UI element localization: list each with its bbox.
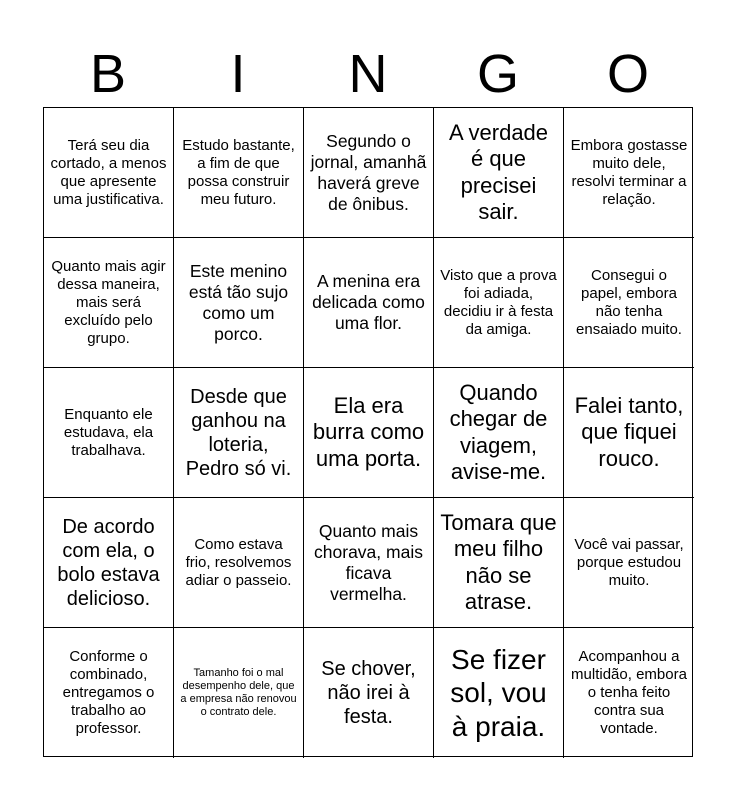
bingo-cell-4-5[interactable]: Você vai passar, porque estudou muito.: [564, 498, 694, 628]
bingo-cell-2-5[interactable]: Consegui o papel, embora não tenha ensaiado muito.: [564, 238, 694, 368]
bingo-cell-4-4[interactable]: Tomara que meu filho não se atrase.: [434, 498, 564, 628]
bingo-cell-5-5[interactable]: Acompanhou a multidão, embora o tenha feito contra sua vontade.: [571, 648, 687, 737]
bingo-cell-2-1[interactable]: Quanto mais agir dessa maneira, mais será excluído pelo grupo.: [44, 238, 174, 368]
header-letter-n: N: [348, 44, 388, 104]
bingo-cell-1-5[interactable]: Embora gostasse muito dele, resolvi terminar a relação.: [564, 108, 694, 238]
bingo-header: [43, 40, 693, 108]
bingo-cell-1-4[interactable]: A verdade é que precisei sair.: [434, 108, 564, 238]
bingo-cell-5-3[interactable]: Se chover, não irei à festa.: [304, 628, 434, 758]
bingo-cell-3-2[interactable]: Desde que ganhou na loteria, Pedro só vi.: [174, 368, 304, 498]
header-letter-o: O: [606, 44, 649, 104]
header-letter-i: I: [230, 44, 246, 104]
bingo-cell-5-1[interactable]: Conforme o combinado, entregamos o trabalho ao professor.: [44, 628, 174, 758]
header-letter-b: B: [89, 44, 127, 104]
bingo-cell-2-3[interactable]: A menina era delicada como uma flor.: [304, 238, 434, 368]
bingo-cell-2-2[interactable]: Este menino está tão sujo como um porco.: [174, 238, 304, 368]
header-letter-g: G: [476, 44, 519, 104]
bingo-cell-1-3[interactable]: Segundo o jornal, amanhã haverá greve de ônibus.: [304, 108, 434, 238]
bingo-cell-2-4[interactable]: Visto que a prova foi adiada, decidiu ir à festa da amiga.: [434, 238, 564, 368]
bingo-cell-3-5[interactable]: Falei tanto, que fiquei rouco.: [564, 368, 694, 498]
bingo-cell-4-2[interactable]: Como estava frio, resolvemos adiar o passeio.: [174, 498, 304, 628]
bingo-cell-1-2[interactable]: Estudo bastante, a fim de que possa construir meu futuro.: [174, 108, 304, 238]
bingo-cell-4-1[interactable]: De acordo com ela, o bolo estava delicioso.: [44, 498, 174, 628]
bingo-cell-4-3[interactable]: Quanto mais chorava, mais ficava vermelha.: [304, 498, 434, 628]
bingo-cell-3-4[interactable]: Quando chegar de viagem, avise-me.: [434, 368, 564, 498]
bingo-cell-3-3[interactable]: Ela era burra como uma porta.: [304, 368, 434, 498]
bingo-cell-3-1[interactable]: Enquanto ele estudava, ela trabalhava.: [44, 368, 174, 498]
bingo-cell-1-1[interactable]: Terá seu dia cortado, a menos que apresente uma justificativa.: [44, 108, 174, 238]
bingo-board: [43, 107, 693, 757]
bingo-cell-5-4[interactable]: Se fizer sol, vou à praia.: [434, 628, 564, 758]
bingo-cell-5-2[interactable]: Tamanho foi o mal desempenho dele, que a empresa não renovou o contrato dele.: [174, 628, 304, 758]
